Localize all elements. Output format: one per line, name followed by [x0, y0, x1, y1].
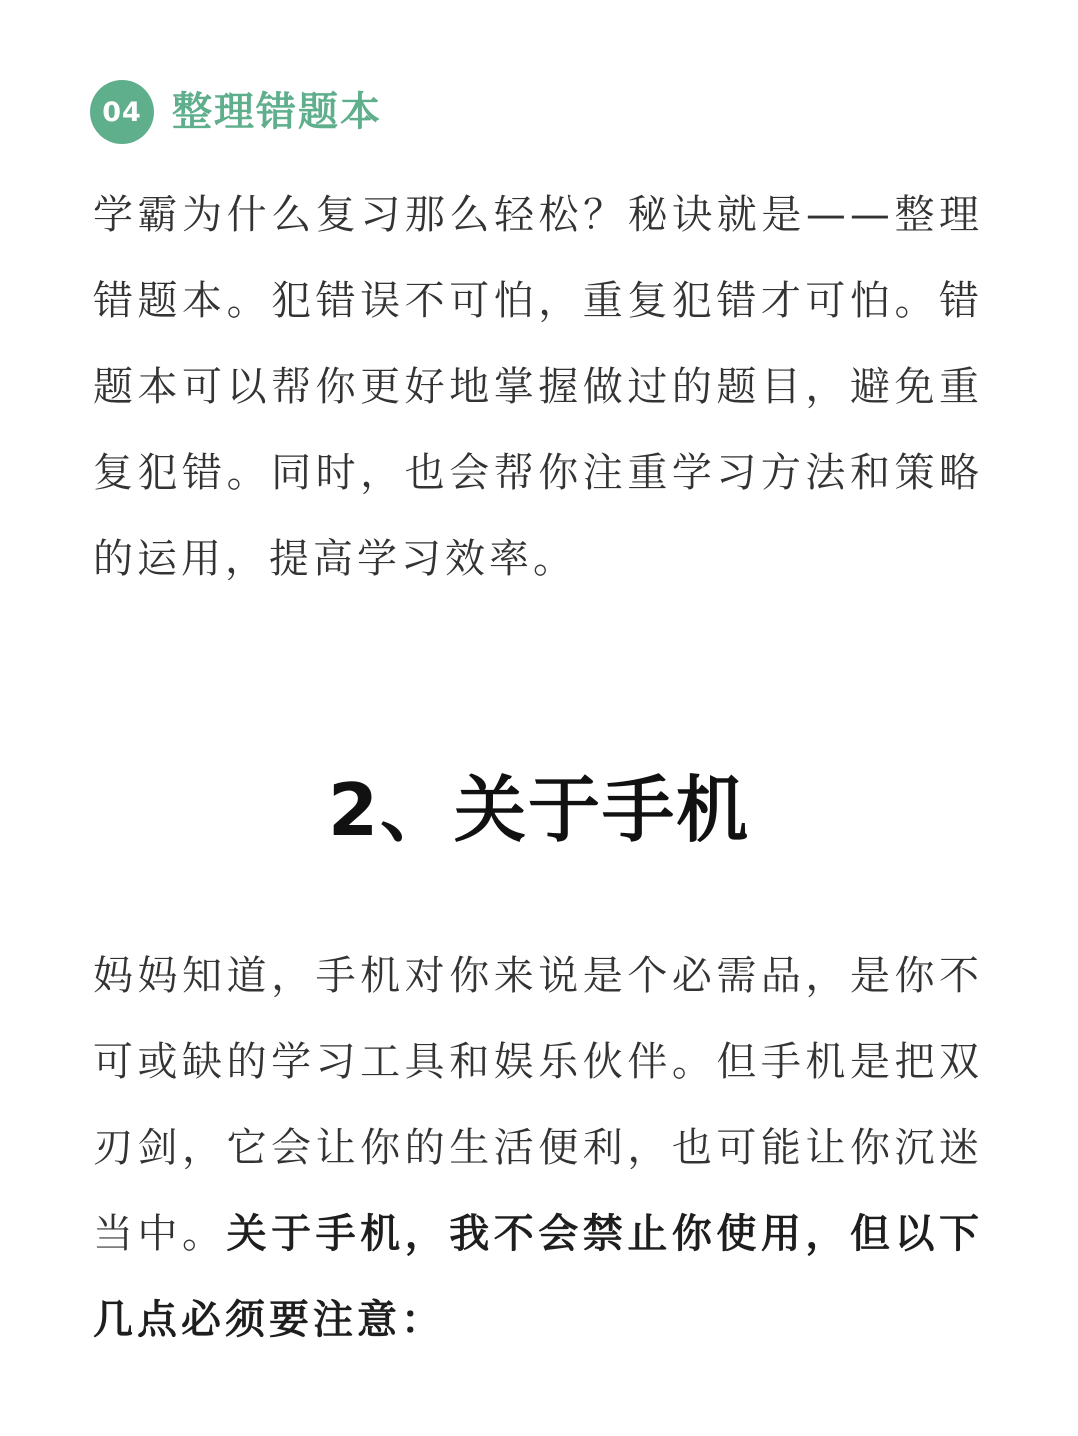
heading-about-phone: 2、关于手机	[327, 768, 751, 852]
section-title: 整理错题本	[172, 89, 382, 135]
section-number-badge: 04	[90, 80, 154, 144]
section-header	[90, 78, 382, 146]
paragraph-about-phone	[93, 933, 983, 1363]
paragraph-error-notebook: 学霸为什么复习那么轻松？秘诀就是——整理错题本。犯错误不可怕，重复犯错才可怕。错题本可以帮你更好地掌握做过的题目，避免重复犯错。同时，也会帮你注重学习方法和策略的运用，提高学习效率。	[93, 192, 983, 582]
paragraph-phone-bold-text: 关于手机，我不会禁止你使用，但以下几点必须要注意：	[93, 1211, 984, 1343]
paragraph-phone-normal-text: 妈妈知道，手机对你来说是个必需品，是你不可或缺的学习工具和娱乐伙伴。但手机是把双刃剑，它会让你的生活便利，也可能让你沉迷当中。	[93, 953, 983, 1257]
